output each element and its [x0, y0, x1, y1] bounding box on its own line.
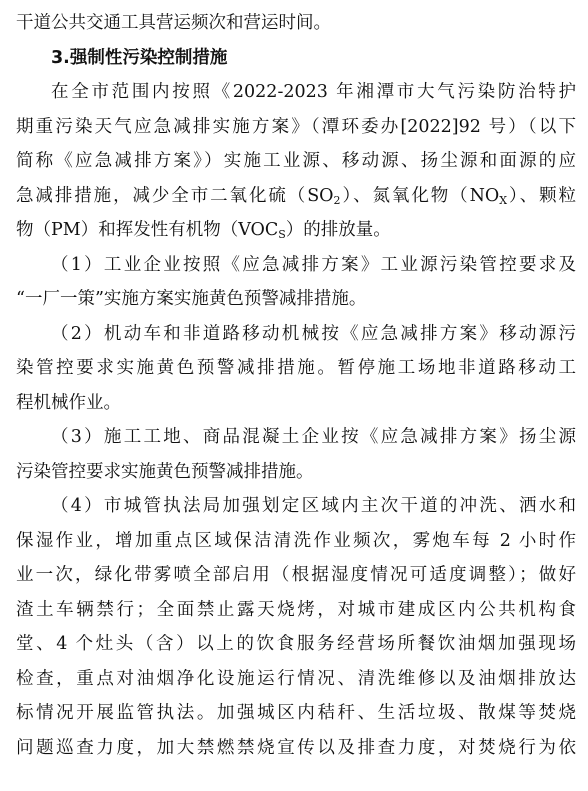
text-line: 期重污染天气应急减排实施方案》（潭环委办[2022]92 号）（以下 — [16, 116, 576, 137]
subscript: S — [278, 228, 286, 241]
subscript: 2 — [333, 193, 341, 207]
text-line: （4）市城管执法局加强划定区域内主次干道的冲洗、洒水和 — [51, 496, 576, 516]
text-line: 干道公共交通工具营运频次和营运时间。 — [16, 13, 331, 33]
text-line: 染管控要求实施黄色预警减排措施。暂停施工场地非道路移动工 — [16, 358, 576, 378]
text-line: （1）工业企业按照《应急减排方案》工业源污染管控要求及 — [51, 254, 576, 275]
document-page — [16, 6, 576, 765]
subscript: X — [499, 193, 508, 207]
section-heading: 3.强制性污染控制措施 — [51, 47, 228, 68]
text-line: 保湿作业，增加重点区域保洁清洗作业频次，雾炮车每 2 小时作 — [16, 530, 576, 551]
text-fragment: ）的排放量。 — [285, 220, 391, 240]
text-line: 业一次，绿化带雾喷全部启用（根据湿度情况可适度调整）；做好 — [16, 565, 576, 585]
text-line-with-subscripts — [16, 213, 576, 248]
text-fragment: 物（PM）和挥发性有机物（VOC — [16, 220, 279, 240]
text-fragment: ）、氮氧化物（NO — [340, 185, 500, 206]
text-line: 渣土车辆禁行；全面禁止露天烧烤，对城市建成区内公共机构食 — [16, 599, 576, 620]
text-line: 堂、4 个灶头（含）以上的饮食服务经营场所餐饮油烟加强现场 — [16, 634, 576, 654]
text-line: （3）施工工地、商品混凝土企业按《应急减排方案》扬尘源 — [51, 427, 576, 447]
text-fragment: ）、颗粒 — [507, 185, 576, 206]
text-line: 标情况开展监管执法。加强城区内秸秆、生活垃圾、散煤等焚烧 — [16, 703, 576, 723]
text-line: 问题巡查力度，加大禁燃禁烧宣传以及排查力度，对焚烧行为依 — [16, 737, 576, 758]
text-line: 程机械作业。 — [16, 392, 121, 413]
text-line: 在全市范围内按照《2022-2023 年湘潭市大气污染防治特护 — [51, 82, 576, 102]
text-line: 简称《应急减排方案》）实施工业源、移动源、扬尘源和面源的应 — [16, 151, 576, 171]
text-line: 污染管控要求实施黄色预警减排措施。 — [16, 461, 314, 482]
text-line: （2）机动车和非道路移动机械按《应急减排方案》移动源污 — [51, 323, 576, 344]
text-line: “一厂一策”实施方案实施黄色预警减排措施。 — [16, 289, 367, 309]
text-fragment: 急减排措施，减少全市二氧化硫（SO — [16, 185, 334, 206]
text-line: 检查，重点对油烟净化设施运行情况、清洗维修以及油烟排放达 — [16, 668, 576, 689]
text-line-with-subscripts — [16, 179, 576, 214]
